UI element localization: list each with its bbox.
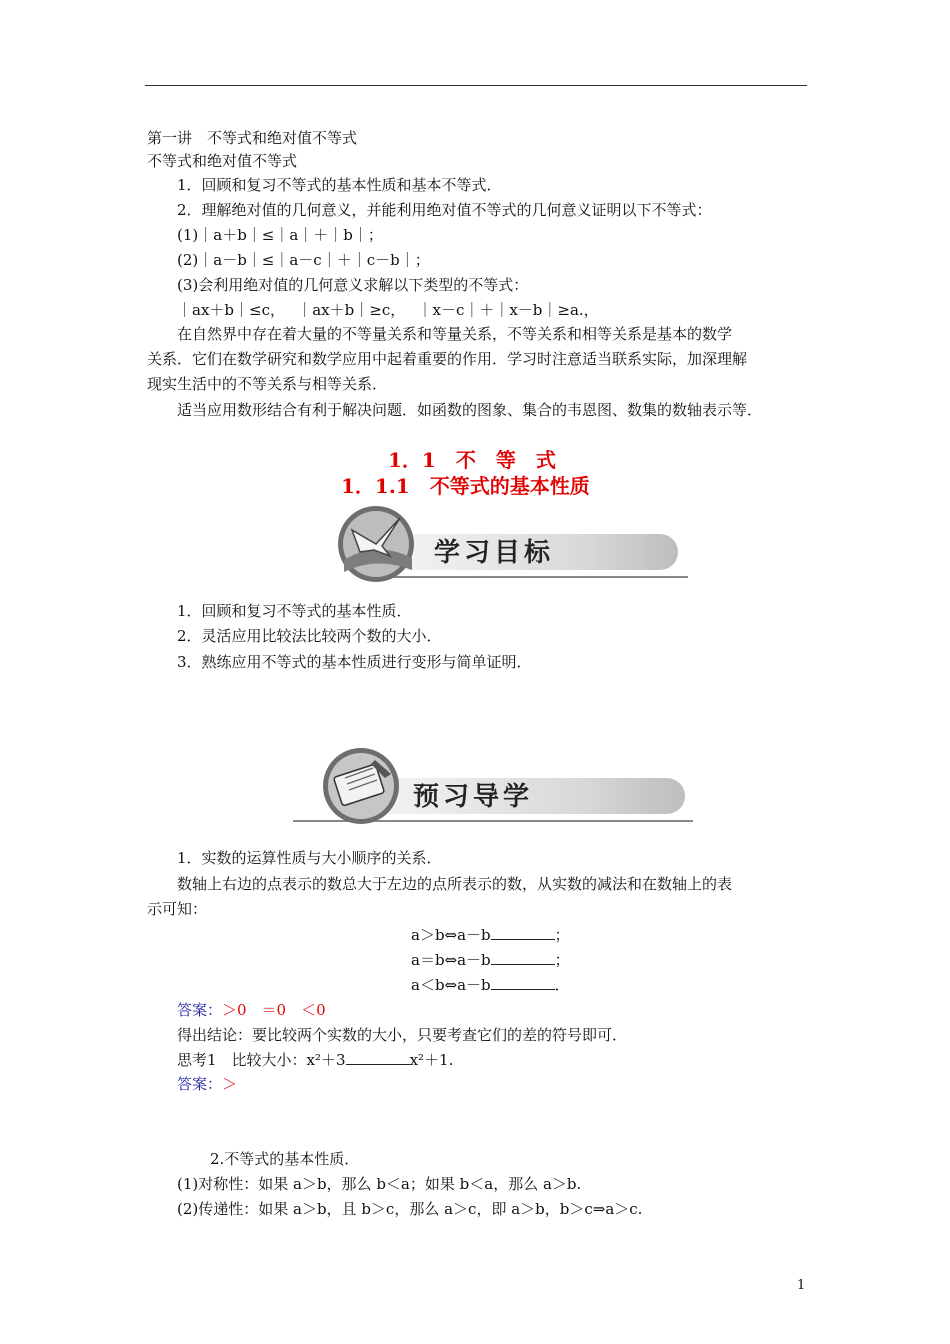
preview-heading: 2.不等式的基本性质． — [210, 1150, 360, 1168]
intro-line: 关系．它们在数学研究和数学应用中起着重要的作用．学习时注意适当联系实际，加深理解 — [147, 350, 748, 368]
preview-title: 预习导学 — [413, 782, 534, 812]
fill-blank — [491, 950, 555, 965]
fill-blank — [346, 1050, 410, 1065]
think-question-b: x²＋1. — [409, 1051, 454, 1069]
intro-line: 1．回顾和复习不等式的基本性质和基本不等式． — [177, 176, 502, 194]
answer-line — [177, 1074, 237, 1094]
preview-text: 示可知： — [147, 900, 208, 918]
conclusion: 得出结论：要比较两个实数的大小，只要考查它们的差的符号即可． — [177, 1026, 628, 1044]
property-line: (1)对称性：如果 a＞b，那么 b＜a；如果 b＜a，那么 a＞b. — [177, 1175, 582, 1193]
intro-line: 2．理解绝对值的几何意义，并能利用绝对值不等式的几何意义证明以下不等式： — [177, 201, 712, 219]
section-title: 1．1 不 等 式 — [388, 448, 556, 472]
intro-line: (2)｜a－b｜≤｜a－c｜＋｜c－b｜； — [177, 251, 430, 269]
answer-line — [177, 1000, 326, 1020]
preview-text: 数轴上右边的点表示的数总大于左边的点所表示的数，从实数的减法和在数轴上的表 — [177, 875, 733, 893]
property-line: (2)传递性：如果 a＞b，且 b＞c，那么 a＞c，即 a＞b，b＞c⇒a＞c. — [177, 1200, 643, 1218]
intro-line: 适当应用数形结合有利于解决问题．如函数的图象、集合的韦恩图、数集的数轴表示等． — [177, 401, 763, 419]
relation-end: ． — [554, 976, 570, 994]
think-question-a: 思考1 比较大小：x²＋3 — [177, 1051, 346, 1069]
goal-item: 2．灵活应用比较法比较两个数的大小． — [177, 627, 442, 645]
learning-goals-banner — [330, 500, 695, 588]
think-question — [177, 1050, 453, 1070]
books-icon — [315, 740, 411, 830]
answer-value: ＞ — [222, 1075, 238, 1093]
preview-banner — [285, 740, 700, 832]
learning-goals-title: 学习目标 — [434, 538, 555, 568]
answer-value: ＞0 ＝0 ＜0 — [222, 1001, 326, 1019]
relation-expr: a＜b⇔a－b — [411, 976, 491, 994]
relation-line — [411, 925, 570, 945]
relation-expr: a＞b⇔a－b — [411, 926, 491, 944]
fill-blank — [491, 975, 555, 990]
fill-blank — [491, 925, 555, 940]
relation-end: ； — [554, 951, 570, 969]
relation-line — [411, 950, 570, 970]
intro-line: (1)｜a＋b｜≤｜a｜＋｜b｜； — [177, 226, 383, 244]
preview-heading: 1．实数的运算性质与大小顺序的关系． — [177, 849, 442, 867]
intro-line: (3)会利用绝对值的几何意义求解以下类型的不等式： — [177, 276, 529, 294]
lecture-title: 第一讲 不等式和绝对值不等式 — [147, 129, 358, 147]
answer-label: 答案： — [177, 1075, 223, 1093]
eagle-icon — [330, 500, 426, 586]
intro-line: ｜ax＋b｜≤c， ｜ax＋b｜≥c， ｜x－c｜＋｜x－b｜≥a.， — [177, 301, 599, 319]
header-rule — [145, 85, 807, 86]
section-subtitle: 1．1.1 不等式的基本性质 — [341, 474, 590, 498]
goal-item: 1．回顾和复习不等式的基本性质． — [177, 602, 412, 620]
goal-item: 3．熟练应用不等式的基本性质进行变形与简单证明． — [177, 653, 532, 671]
answer-label: 答案： — [177, 1001, 223, 1019]
relation-line — [411, 975, 570, 995]
relation-expr: a＝b⇔a－b — [411, 951, 491, 969]
relation-end: ； — [554, 926, 570, 944]
intro-line: 现实生活中的不等关系与相等关系． — [147, 375, 388, 393]
lecture-subtitle: 不等式和绝对值不等式 — [147, 152, 298, 170]
page-number: 1 — [797, 1278, 806, 1293]
intro-line: 在自然界中存在着大量的不等量关系和等量关系，不等关系和相等关系是基本的数学 — [177, 325, 733, 343]
